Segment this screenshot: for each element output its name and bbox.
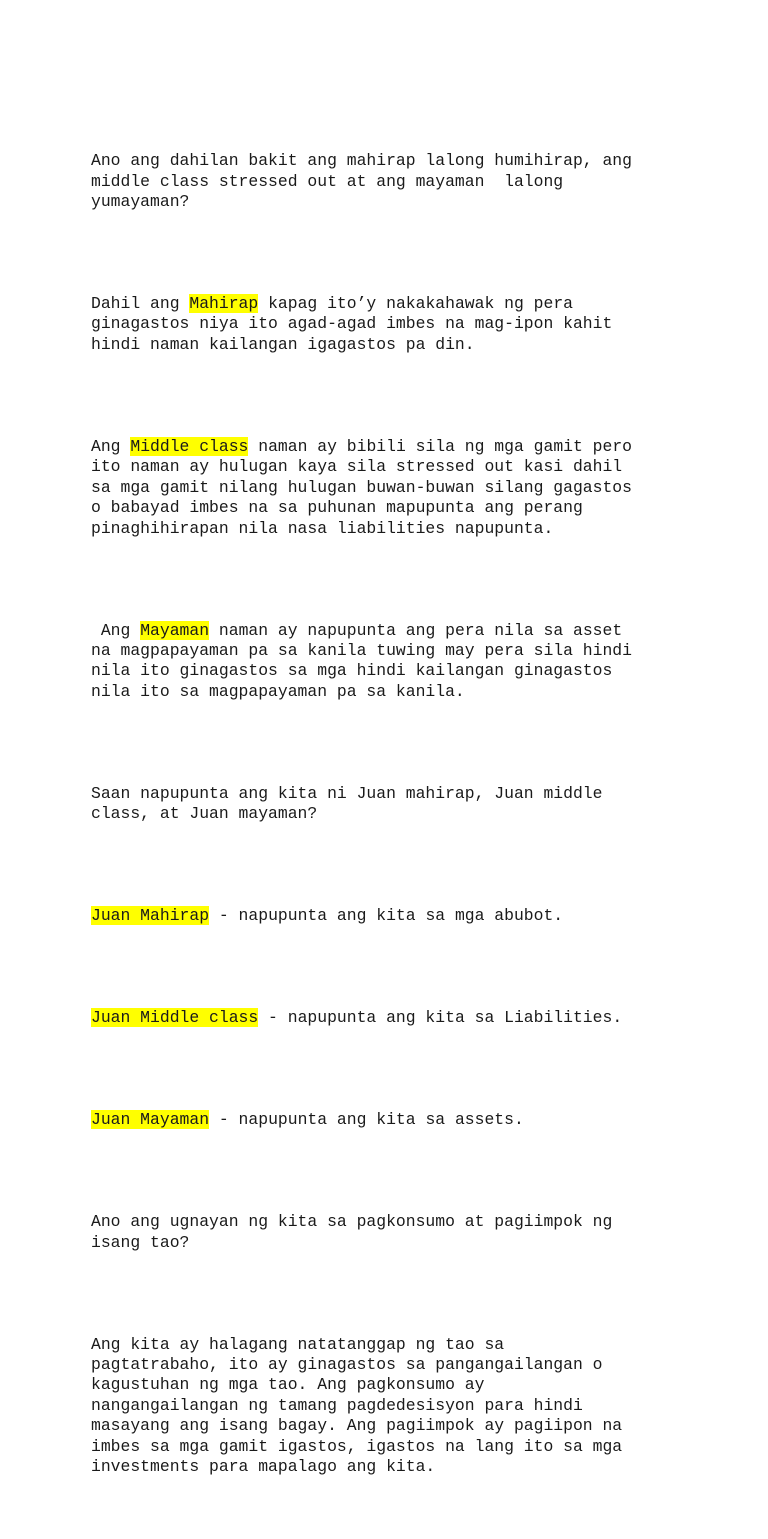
answer-text: Ang kita ay halagang natatanggap ng tao sa pagtatrabaho, ito ay ginagastos sa pangangailangan o kagustuhan ng mga tao. Ang pagkonsumo ay nangangailangan ng tamang pagdedesisyon para hindi masayang ang isang bagay. Ang pagiimpok ay pagiipon na imbes sa mga gamit igastos, igastos na lang ito sa mga investments para mapalago ang kita. xyxy=(91,1334,623,1477)
juan-mayaman-line xyxy=(91,1110,691,1130)
juan-middle-class-text: - napupunta ang kita sa Liabilities. xyxy=(258,1008,623,1028)
highlight-mayaman: Mayaman xyxy=(140,620,210,640)
paragraph-middle-class-post: naman ay bibili sila ng mga gamit pero ito naman ay hulugan kaya sila stressed out kasi dahil sa mga gamit nilang hulugan buwan-buwan silang gagastos o babayad imbes na sa puhunan mapupunta ang perang pinaghihirapan nila nasa liabilities napupunta. xyxy=(91,436,633,538)
juan-mahirap-text: - napupunta ang kita sa mga abubot. xyxy=(209,906,564,926)
juan-middle-class-line xyxy=(91,1008,691,1028)
paragraph-mayaman-pre: Ang xyxy=(91,620,141,640)
highlight-juan-middle-class: Juan Middle class xyxy=(91,1008,259,1028)
highlight-mahirap: Mahirap xyxy=(189,294,259,314)
paragraph-mahirap-post: kapag ito’y nakakahawak ng pera ginagastos niya ito agad-agad imbes na mag-ipon kahit hindi naman kailangan igagastos pa din. xyxy=(91,294,613,354)
highlight-juan-mayaman: Juan Mayaman xyxy=(91,1110,210,1130)
answer-paragraph xyxy=(91,1335,691,1478)
document-page xyxy=(91,90,691,1539)
highlight-middle-class: Middle class xyxy=(130,436,249,456)
question-3-text: Ano ang ugnayan ng kita sa pagkonsumo at pagiimpok ng isang tao? xyxy=(91,1212,613,1252)
juan-mayaman-text: - napupunta ang kita sa assets. xyxy=(209,1110,524,1130)
paragraph-middle-class-pre: Ang xyxy=(91,436,131,456)
paragraph-mahirap xyxy=(91,294,691,355)
question-1 xyxy=(91,151,691,212)
question-2-text: Saan napupunta ang kita ni Juan mahirap, Juan middle class, at Juan mayaman? xyxy=(91,783,603,824)
juan-mahirap-line xyxy=(91,906,691,926)
question-3 xyxy=(91,1212,691,1253)
paragraph-mahirap-pre: Dahil ang xyxy=(91,294,190,314)
paragraph-mayaman xyxy=(91,621,691,703)
question-1-text: Ano ang dahilan bakit ang mahirap lalong humihirap, ang middle class stressed out at ang mayaman lalong yumayaman? xyxy=(91,151,632,212)
paragraph-middle-class xyxy=(91,437,691,539)
paragraph-mayaman-post: naman ay napupunta ang pera nila sa asset na magpapayaman pa sa kanila tuwing may pera sila hindi nila ito ginagastos sa mga hindi kailangan ginagastos nila ito sa magpapayaman pa sa kanila. xyxy=(91,620,632,701)
question-2 xyxy=(91,784,691,825)
highlight-juan-mahirap: Juan Mahirap xyxy=(91,906,210,926)
